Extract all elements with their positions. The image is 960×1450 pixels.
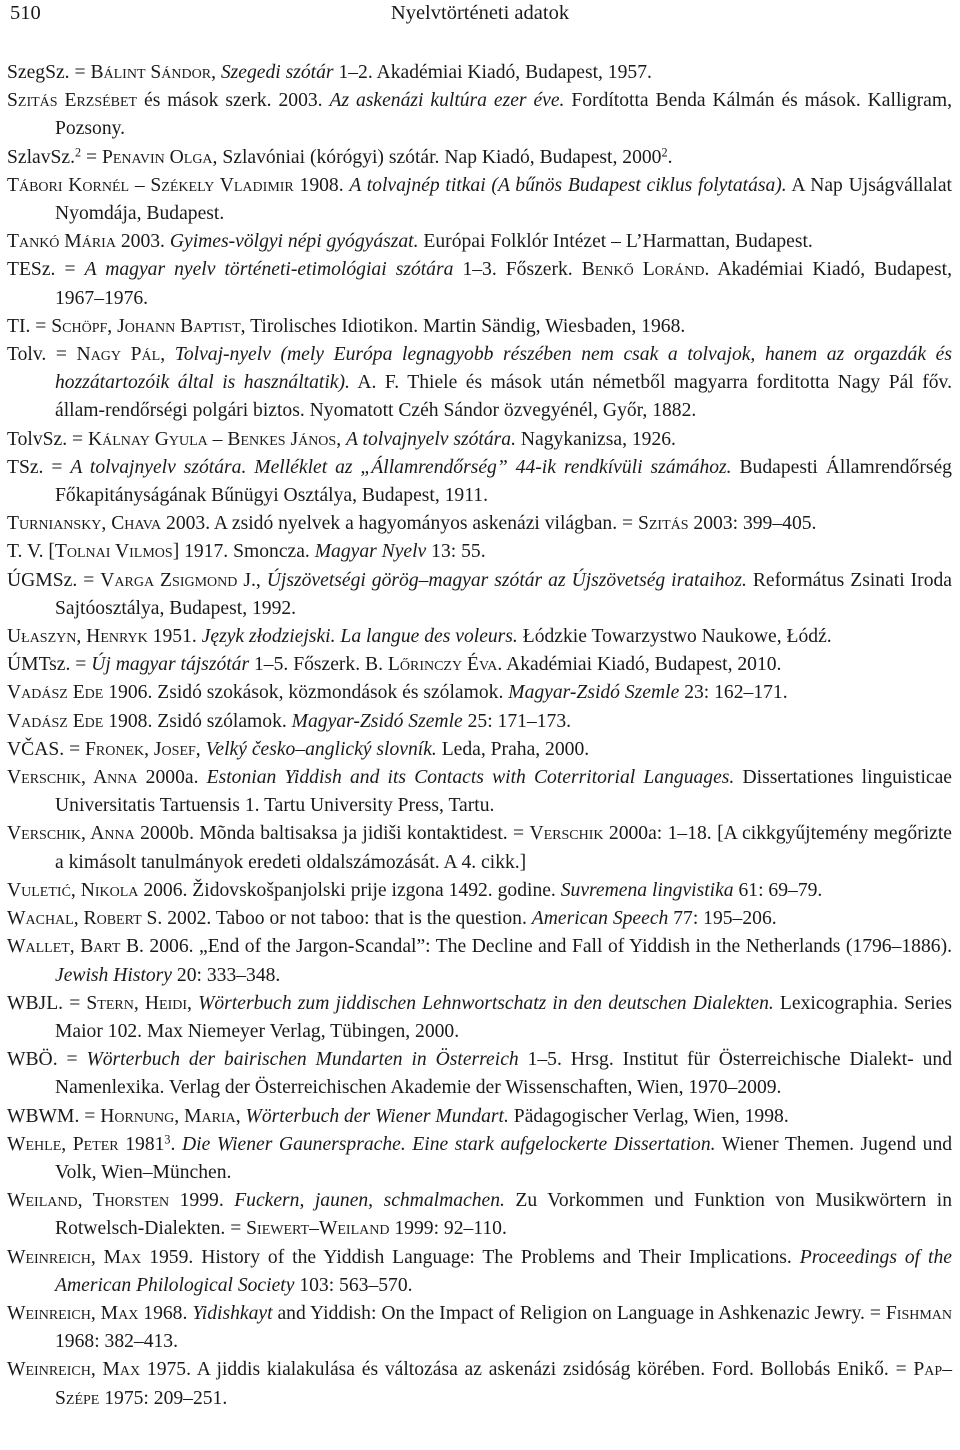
- author-name: Weiland, Thorsten: [7, 1190, 170, 1212]
- work-title: Wörterbuch der bairischen Mundarten in Österreich: [86, 1049, 519, 1071]
- entry-text: . Akadémiai Kiadó, Budapest, 1967–1976.: [55, 259, 952, 309]
- work-title: Magyar-Zsidó Szemle: [508, 682, 680, 704]
- bibliography-entry: [7, 256, 952, 312]
- author-name: Penavin Olga: [101, 146, 213, 168]
- entry-text: 1–2. Akadémiai Kiadó, Budapest, 1957.: [333, 62, 652, 83]
- bibliography-entry: [7, 1131, 952, 1187]
- entry-text: 23: 162–171.: [679, 682, 788, 704]
- work-title: A tolvajnyelv szótára.: [70, 456, 247, 478]
- entry-text: J.,: [237, 569, 267, 591]
- entry-text: 1951.: [147, 626, 202, 648]
- bibliography-list: [0, 59, 960, 1413]
- entry-text: VČAS. =: [7, 738, 86, 760]
- work-title: Jewish History: [55, 964, 173, 986]
- work-title: Suvremena lingvistika: [560, 879, 734, 901]
- author-name: Ułaszyn, Henryk: [7, 626, 148, 648]
- entry-text: 103: 563–570.: [294, 1274, 413, 1296]
- entry-text: TESz. =: [7, 259, 85, 281]
- work-title: Tolvaj-nyelv (mely Európa legnagyobb részében nem csak a tolvajok, hanem az orgazdák és hozzátartozóik által is használtatik).: [55, 344, 952, 394]
- entry-text: =: [81, 146, 102, 168]
- entry-text: TolvSz. =: [7, 428, 88, 450]
- entry-text: 1908.: [293, 174, 350, 196]
- work-title: Új magyar tájszótár: [91, 654, 250, 676]
- entry-text: ,: [211, 62, 221, 83]
- entry-text: ,: [235, 1105, 246, 1127]
- author-name: Varga Zsigmond: [100, 569, 238, 591]
- bibliography-entry: [7, 567, 952, 623]
- entry-text: 1999.: [169, 1190, 235, 1212]
- bibliography-entry: [7, 764, 952, 820]
- work-title: Velký česko–anglický slovník.: [205, 738, 437, 760]
- bibliography-entry: [7, 87, 952, 143]
- work-title: Die Wiener Gaunersprache. Eine stark aufgelockerte Dissertation.: [181, 1133, 716, 1155]
- author-name: Lőrinczy Éva: [387, 654, 498, 676]
- author-name: Tankó Mária: [7, 231, 116, 253]
- entry-text: Lexicographia. Series Maior 102. Max Niemeyer Verlag, Tübingen, 2000.: [55, 992, 953, 1042]
- author-name: Benkő Loránd: [581, 259, 705, 281]
- author-name: Verschik: [529, 823, 604, 845]
- entry-text: SzegSz. =: [7, 62, 91, 83]
- author-name: Szitás: [637, 513, 689, 535]
- bibliography-entry: [7, 59, 952, 87]
- entry-text: 1975. A jiddis kialakulása és változása az askenázi zsidóság körében. Ford. Bollobás Enikő. =: [140, 1359, 914, 1381]
- bibliography-entry: [7, 708, 952, 736]
- entry-text: ÚGMSz. =: [7, 569, 101, 591]
- entry-text: –: [309, 1218, 319, 1240]
- entry-text: Nagykanizsa, 1926.: [515, 428, 676, 450]
- superscript: 2: [661, 144, 668, 159]
- entry-text: 2003: 399–405.: [688, 513, 817, 535]
- bibliography-entry: [7, 1103, 952, 1131]
- bibliography-entry: [7, 679, 952, 707]
- work-title: A magyar nyelv történeti-etimológiai szótára: [84, 259, 454, 281]
- bibliography-entry: [7, 1187, 952, 1243]
- entry-text: 1999: 92–110.: [389, 1218, 507, 1240]
- author-name: Fishman: [885, 1302, 953, 1324]
- entry-text: Leda, Praha, 2000.: [436, 738, 590, 760]
- bibliography-entry: [7, 820, 952, 876]
- entry-text: , Szlavóniai (kórógyi) szótár. Nap Kiadó, Budapest, 2000: [212, 146, 662, 168]
- entry-text: 1975: 209–251.: [99, 1387, 228, 1409]
- author-name: Tábori Kornél: [7, 174, 130, 196]
- entry-text: 1–3. Főszerk.: [453, 259, 582, 281]
- bibliography-entry: [7, 736, 952, 764]
- author-name: Vuletić, Nikola: [7, 879, 139, 901]
- entry-text: –: [942, 1359, 952, 1381]
- author-name: Szépe: [55, 1387, 100, 1409]
- author-name: Nagy Pál: [76, 344, 161, 366]
- author-name: Székely Vladimir: [150, 174, 294, 196]
- work-title: Język złodziejski. La langue des voleurs.: [201, 626, 518, 648]
- superscript: 2: [75, 144, 82, 159]
- entry-text: 2003. A zsidó nyelvek a hagyományos askenázi világban. =: [161, 513, 638, 535]
- entry-text: 1906. Zsidó szokások, közmondások és szólamok.: [103, 682, 509, 704]
- author-name: Weinreich, Max: [7, 1302, 139, 1324]
- entry-text: –: [207, 428, 228, 450]
- entry-text: 25: 171–173.: [462, 710, 572, 732]
- entry-text: 1981: [118, 1133, 165, 1155]
- entry-text: ,: [187, 992, 199, 1014]
- entry-text: Európai Folklór Intézet – L’Harmattan, Budapest.: [418, 231, 813, 253]
- entry-text: . Akadémiai Kiadó, Budapest, 2010.: [497, 654, 782, 676]
- work-title: Melléklet az „Államrendőrség” 44-ik rendkívüli számához.: [254, 456, 732, 478]
- entry-text: és mások szerk. 2003.: [137, 90, 330, 112]
- entry-text: 1908. Zsidó szólamok.: [103, 710, 292, 732]
- entry-text: A Nap Ujságvállalat Nyomdája, Budapest.: [55, 174, 952, 225]
- author-name: Wehle, Peter: [7, 1133, 119, 1155]
- entry-text: S. 2002. Taboo or not taboo: that is the question.: [141, 908, 532, 930]
- entry-text: , Tirolisches Idiotikon. Martin Sändig, Wiesbaden, 1968.: [240, 315, 686, 337]
- author-name: Bálint Sándor: [90, 62, 212, 83]
- author-name: Vadász Ede: [7, 710, 104, 732]
- entry-text: WBÖ. =: [7, 1049, 87, 1071]
- page-header: [0, 0, 960, 30]
- entry-text: WBWM. =: [7, 1105, 101, 1127]
- entry-text: 13: 55.: [426, 541, 486, 563]
- work-title: Magyar-Zsidó Szemle: [291, 710, 463, 732]
- entry-text: Pädagogischer Verlag, Wien, 1998.: [508, 1105, 789, 1127]
- bibliography-entry: [7, 623, 952, 651]
- entry-text: 1959. History of the Yiddish Language: The Problems and Their Implications.: [141, 1246, 800, 1268]
- work-title: Újszövetségi görög–magyar szótár az Újszövetség irataihoz.: [266, 569, 747, 591]
- author-name: Kálnay Gyula: [87, 428, 208, 450]
- entry-text: TSz. =: [7, 456, 71, 478]
- work-title: Az askenázi kultúra ezer éve.: [329, 90, 565, 112]
- bibliography-entry: [7, 651, 952, 679]
- work-title: Proceedings of the American Philological Society: [55, 1246, 952, 1296]
- author-name: Stern, Heidi: [86, 992, 188, 1014]
- bibliography-entry: [7, 1046, 952, 1102]
- work-title: Estonian Yiddish and its Contacts with Coterritorial Languages.: [206, 767, 735, 789]
- bibliography-entry: [7, 1244, 952, 1300]
- bibliography-entry: [7, 341, 952, 426]
- entry-text: 1–5. Főszerk. B.: [249, 654, 388, 676]
- author-name: Weinreich, Max: [7, 1359, 141, 1381]
- bibliography-entry: [7, 538, 952, 566]
- entry-text: 2000a.: [137, 767, 207, 789]
- entry-text: 20: 333–348.: [172, 964, 281, 986]
- entry-text: B. 2006. „End of the Jargon-Scandal”: The Decline and Fall of Yiddish in the Netherlands (1796–1886).: [120, 936, 952, 958]
- page-number: 510: [10, 2, 41, 24]
- work-title: Wörterbuch zum jiddischen Lehnwortschatz in den deutschen Dialekten.: [198, 992, 774, 1014]
- entry-text: .: [667, 146, 673, 168]
- author-name: Hornung, Maria: [100, 1105, 236, 1127]
- author-name: Verschik, Anna: [7, 823, 135, 845]
- entry-text: ,: [195, 738, 206, 760]
- author-name: Turniansky, Chava: [7, 513, 162, 535]
- entry-text: Budapesti Államrendőrség Főkapitányságának Bűnügyi Osztálya, Budapest, 1911.: [55, 456, 952, 507]
- entry-text: Zu Vorkommen und Funktion von Musikwörtern in Rotwelsch-Dialekten. =: [55, 1190, 952, 1240]
- entry-text: .: [170, 1133, 182, 1155]
- author-name: Weinreich, Max: [7, 1246, 142, 1268]
- author-name: Wachal, Robert: [7, 908, 142, 930]
- bibliography-entry: [7, 1300, 952, 1356]
- work-title: American Speech: [531, 908, 669, 930]
- entry-text: 2000a: 1–18. [A cikkgyűjtemény megőrizte a kimásolt tanulmányok eredeti oldalszámozását. A 4. cikk.]: [55, 823, 953, 873]
- bibliography-entry: [7, 877, 952, 905]
- entry-text: 61: 69–79.: [733, 879, 823, 901]
- bibliography-entry: [7, 228, 952, 256]
- work-title: Magyar Nyelv: [314, 541, 427, 563]
- entry-text: and Yiddish: On the Impact of Religion on Language in Ashkenazic Jewry. =: [272, 1302, 886, 1324]
- author-name: Benkes János: [227, 428, 337, 450]
- bibliography-entry: [7, 426, 952, 454]
- entry-text: –: [129, 174, 151, 196]
- bibliography-entry: [7, 1356, 952, 1412]
- entry-text: A. F. Thiele és mások után németből magyarra forditotta Nagy Pál főv. állam-rendőrségi polgári biztos. Nyomatott Czéh Sándor özvegyénél, Győr, 1882.: [55, 372, 952, 422]
- author-name: Fronek, Josef: [85, 738, 196, 760]
- entry-text: Fordította Benda Kálmán és mások. Kalligram, Pozsony.: [55, 90, 952, 140]
- entry-text: 1968.: [138, 1302, 193, 1324]
- entry-text: TI. =: [7, 315, 52, 337]
- work-title: A tolvajnép titkai (A bűnös Budapest ciklus folytatása).: [349, 174, 787, 196]
- entry-text: Łódzkie Towarzystwo Naukowe, Łódź.: [517, 626, 832, 648]
- running-title: Nyelvtörténeti adatok: [390, 2, 570, 24]
- work-title: Wörterbuch der Wiener Mundart.: [245, 1105, 509, 1127]
- author-name: Verschik, Anna: [7, 767, 138, 789]
- author-name: Tolnai Vilmos: [54, 541, 173, 563]
- bibliography-entry: [7, 933, 952, 989]
- author-name: Pap: [913, 1359, 943, 1381]
- entry-text: ,: [336, 428, 346, 450]
- work-title: A tolvajnyelv szótára.: [346, 428, 516, 450]
- entry-text: ,: [160, 344, 175, 366]
- entry-text: Református Zsinati Iroda Sajtóosztálya, Budapest, 1992.: [55, 569, 952, 619]
- bibliography-entry: [7, 510, 952, 538]
- entry-text: Wiener Themen. Jugend und Volk, Wien–München.: [55, 1133, 953, 1183]
- author-name: Weiland: [318, 1218, 390, 1240]
- entry-text: WBJL. =: [7, 992, 87, 1014]
- author-name: Siewert: [246, 1218, 310, 1240]
- entry-text: SzlavSz.: [7, 146, 76, 168]
- author-name: Schöpf, Johann Baptist: [51, 315, 241, 337]
- entry-text: 1968: 382–413.: [55, 1331, 179, 1353]
- author-name: Wallet, Bart: [7, 936, 121, 958]
- entry-text: 2003.: [115, 231, 170, 253]
- work-title: Szegedi szótár: [220, 62, 334, 83]
- entry-text: ÚMTsz. =: [7, 654, 92, 676]
- entry-text: Tolv. =: [7, 344, 77, 366]
- author-name: Vadász Ede: [7, 682, 104, 704]
- bibliography-entry: [7, 313, 952, 341]
- entry-text: T. V. [: [7, 541, 55, 563]
- bibliography-entry: [7, 905, 952, 933]
- bibliography-entry: [7, 990, 952, 1046]
- bibliography-entry: [7, 144, 952, 172]
- entry-text: Dissertationes linguisticae Universitatis Tartuensis 1. Tartu University Press, Tartu.: [55, 767, 952, 817]
- entry-text: 2000b. Mõnda baltisaksa ja jidiši kontaktidest. =: [134, 823, 530, 845]
- work-title: Yidishkayt: [192, 1302, 273, 1324]
- entry-text: 77: 195–206.: [668, 908, 777, 930]
- entry-text: 1–5. Hrsg. Institut für Österreichische Dialekt- und Namenlexika. Verlag der Österreichischen Akademie der Wissenschaften, Wien, 1970–2009.: [55, 1049, 952, 1099]
- bibliography-entry: [7, 172, 952, 228]
- author-name: Szitás Erzsébet: [7, 90, 138, 112]
- entry-text: ] 1917. Smoncza.: [172, 541, 315, 563]
- work-title: Gyimes-völgyi népi gyógyászat.: [169, 231, 419, 253]
- superscript: 3: [164, 1132, 171, 1147]
- work-title: Fuckern, jaunen, schmalmachen.: [234, 1190, 505, 1212]
- entry-text: 2006. Židovskošpanjolski prije izgona 1492. godine.: [138, 879, 561, 901]
- bibliography-entry: [7, 454, 952, 510]
